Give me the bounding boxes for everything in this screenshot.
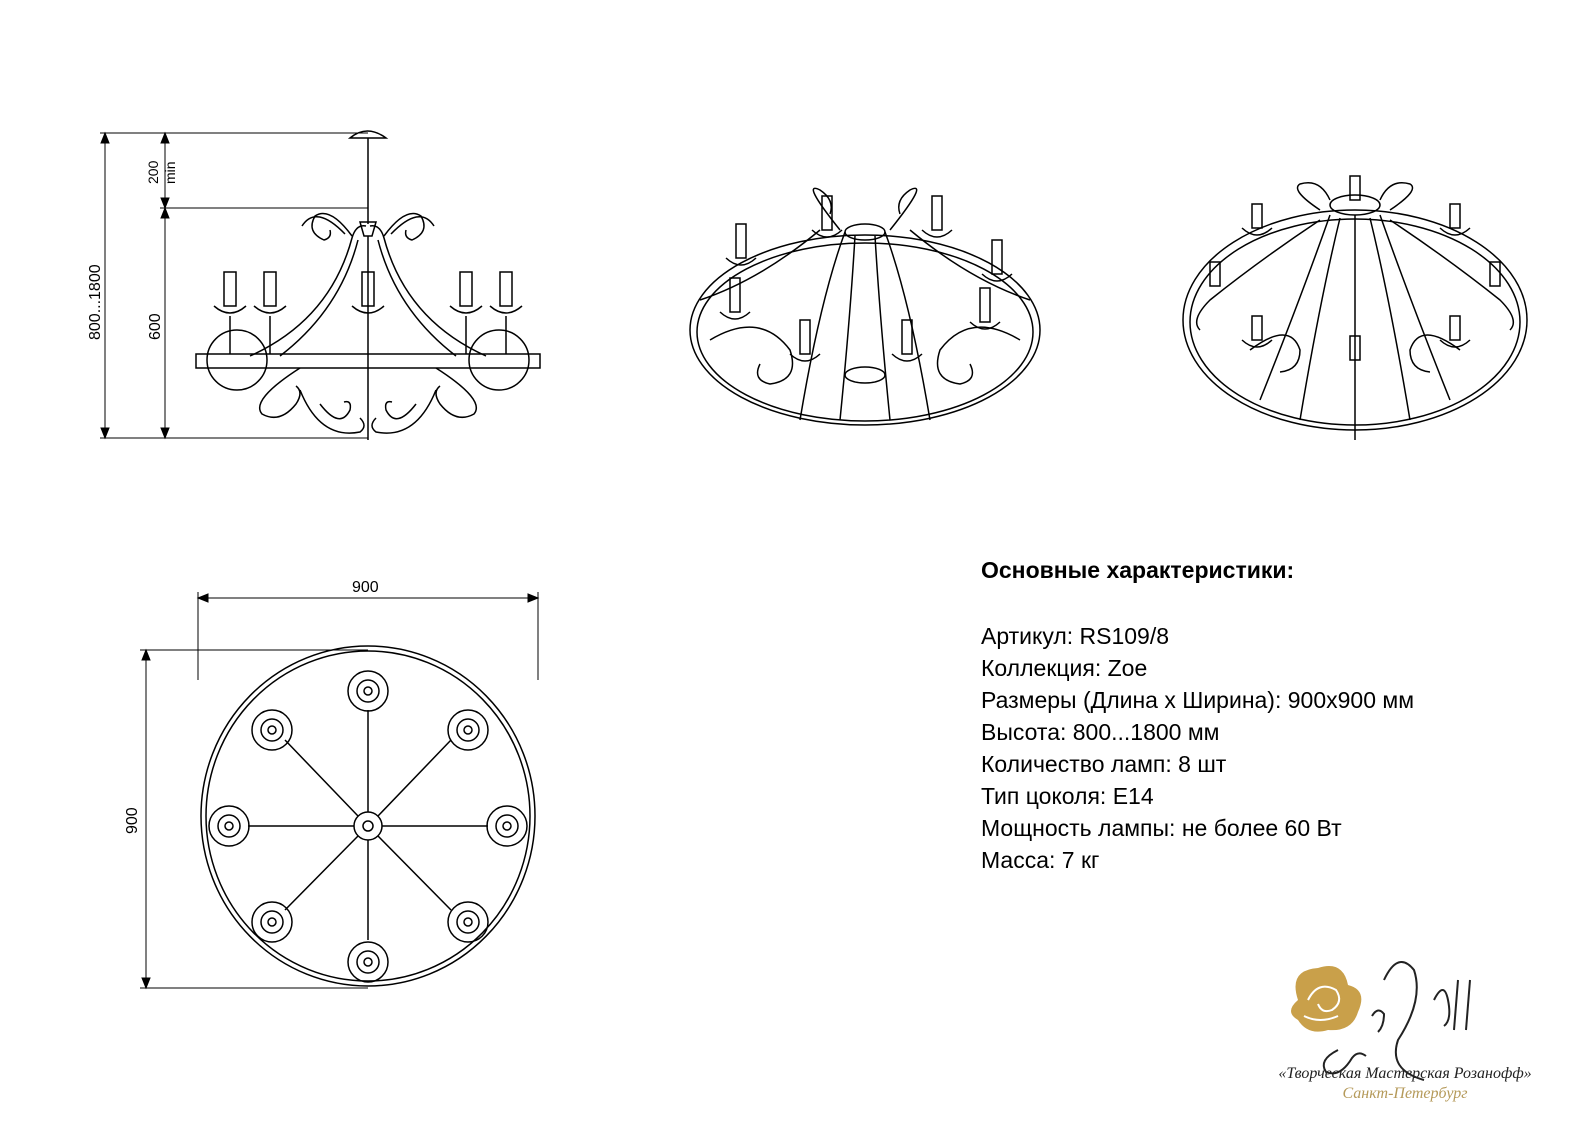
perspective-candles-side bbox=[720, 196, 1012, 361]
spec-height: Высота: 800...1800 мм bbox=[981, 719, 1220, 745]
spec-dimensions: Размеры (Длина х Ширина): 900х900 мм bbox=[981, 687, 1415, 713]
ceiling-drop-note: min bbox=[162, 161, 178, 184]
front-dimension-lines bbox=[100, 133, 368, 438]
perspective-view-top bbox=[1183, 176, 1527, 440]
plan-length-label: 900 bbox=[124, 807, 141, 834]
specifications-block bbox=[981, 556, 1541, 876]
spec-lamp-power: Мощность лампы: не более 60 Вт bbox=[981, 815, 1342, 841]
spec-weight: Масса: 7 кг bbox=[981, 847, 1100, 873]
spec-article: Артикул: RS109/8 bbox=[981, 623, 1170, 649]
front-elevation-view bbox=[196, 131, 540, 440]
specifications-title: Основные характеристики: bbox=[981, 557, 1295, 583]
spec-socket-type: Тип цоколя: Е14 bbox=[981, 783, 1154, 809]
total-height-label: 800...1800 bbox=[87, 264, 104, 340]
perspective-view-side bbox=[690, 188, 1040, 425]
spec-collection: Коллекция: Zoe bbox=[981, 655, 1148, 681]
spec-lamp-count: Количество ламп: 8 шт bbox=[981, 751, 1227, 777]
rose-icon bbox=[1291, 966, 1361, 1032]
brand-name: «Творческая Мастерская Розанофф» bbox=[1278, 1065, 1532, 1082]
body-height-label: 600 bbox=[147, 313, 164, 340]
plan-view bbox=[201, 646, 535, 986]
plan-dimension-lines bbox=[140, 592, 538, 988]
plan-width-label: 900 bbox=[352, 579, 379, 596]
ceiling-drop-label: 200 bbox=[145, 160, 161, 184]
brand-city: Санкт-Петербург bbox=[1342, 1085, 1468, 1102]
